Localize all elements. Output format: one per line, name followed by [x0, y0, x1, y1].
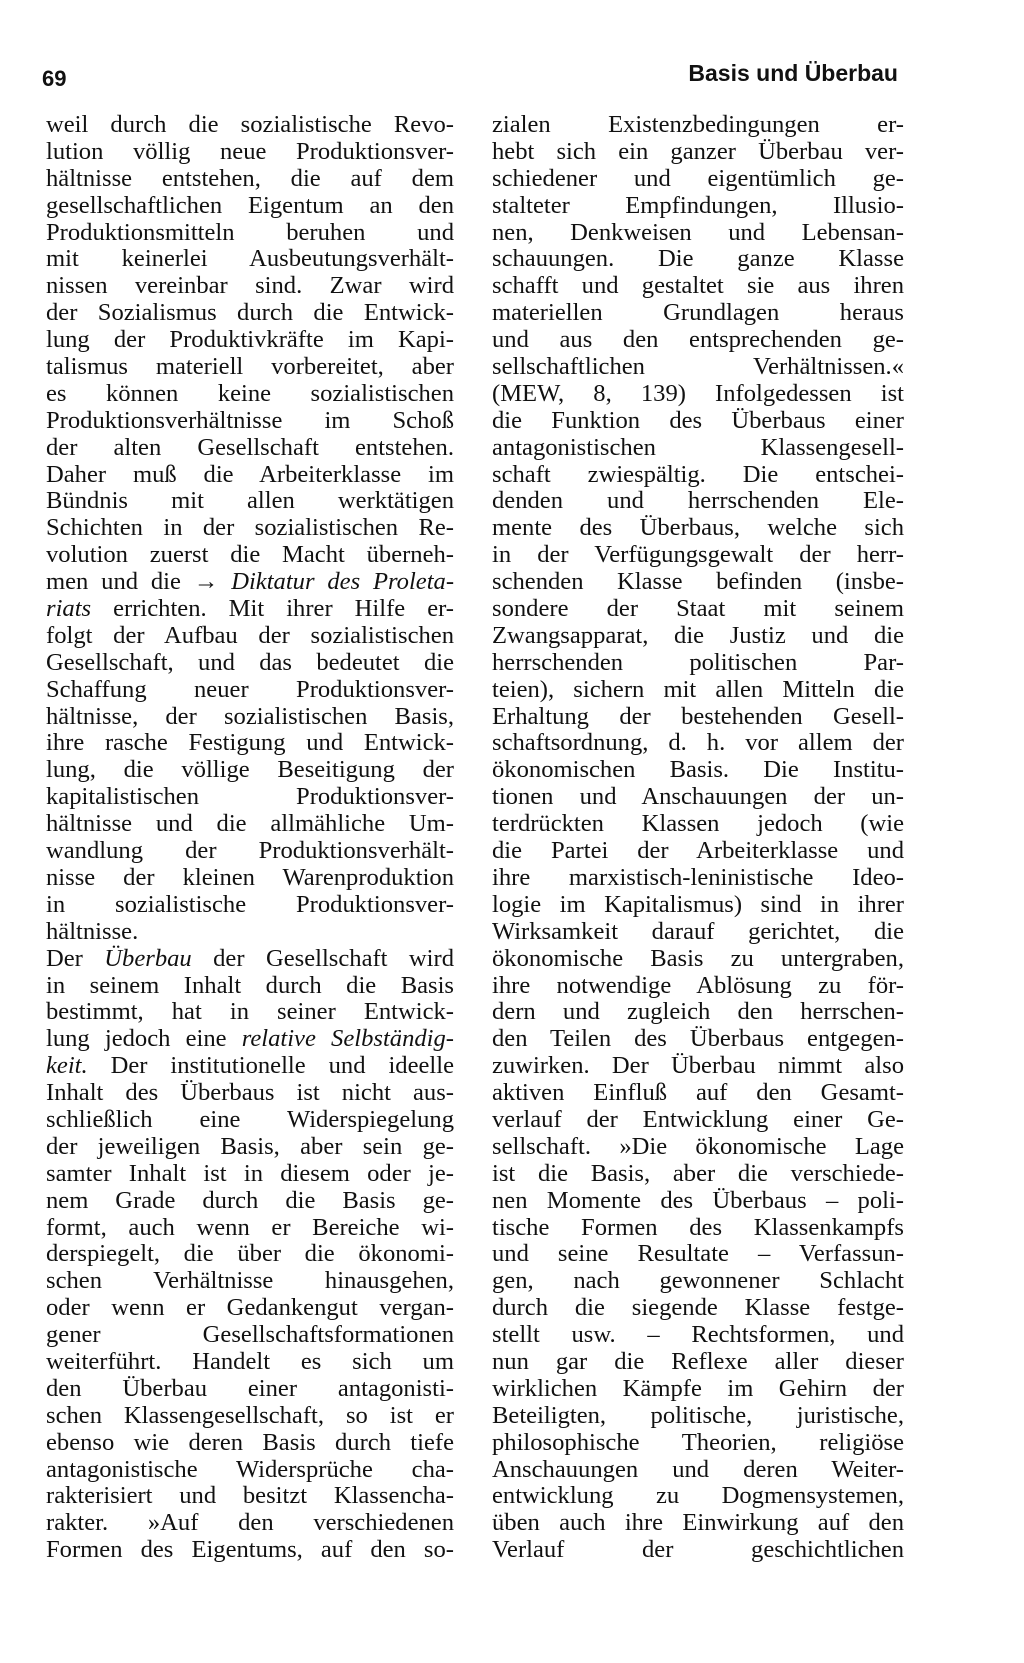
text-line: Formen des Eigentums, auf den so-: [46, 1536, 454, 1564]
text-line: logie im Kapitalismus) sind in ihrer: [492, 890, 904, 918]
text-line: lution völlig neue Produktionsver-: [46, 137, 454, 165]
text-line: Schichten in der sozialistischen Re-: [46, 514, 454, 542]
running-title: Basis und Überbau: [688, 60, 898, 86]
text-line: stalteter Empfindungen, Illusio-: [492, 191, 904, 219]
text-line: [46, 946, 454, 973]
text-line: terdrückten Klassen jedoch (wie: [492, 810, 904, 838]
text-line: denden und herrschenden Ele-: [492, 487, 904, 515]
text-line: verlauf der Entwicklung einer Ge-: [492, 1105, 904, 1133]
text-line: folgt der Aufbau der sozialistischen: [46, 621, 454, 649]
text-line: der jeweiligen Basis, aber sein ge-: [46, 1132, 454, 1160]
text-line: hältnisse und die allmähliche Um-: [46, 810, 454, 838]
text-line: formt, auch wenn er Bereiche wi-: [46, 1213, 454, 1241]
text-line: samter Inhalt ist in diesem oder je-: [46, 1159, 454, 1187]
text-line: entwicklung zu Dogmensystemen,: [492, 1482, 904, 1510]
text-line: wirklichen Kämpfe im Gehirn der: [492, 1374, 904, 1402]
text-line: mente des Überbaus, welche sich: [492, 514, 904, 542]
text-line: in sozialistische Produktionsver-: [46, 890, 454, 918]
text-line: dern und zugleich den herrschen-: [492, 998, 904, 1026]
text-line: und aus den entsprechenden ge-: [492, 326, 904, 354]
text-line: bestimmt, hat in seiner Entwick-: [46, 998, 454, 1026]
italic-term: relative Selbständig-: [241, 1025, 454, 1053]
page-header: [42, 58, 898, 90]
text-line: zialen Existenzbedingungen er-: [492, 111, 904, 138]
text-line: gen, nach gewonnener Schlacht: [492, 1267, 904, 1295]
text-line: den Teilen des Überbaus entgegen-: [492, 1025, 904, 1053]
text-line: Zwangsapparat, die Justiz und die: [492, 621, 904, 649]
text-line: nem Grade durch die Basis ge-: [46, 1186, 454, 1214]
text-line: hältnisse entstehen, die auf dem: [46, 164, 454, 192]
text-line: Erhaltung der bestehenden Gesell-: [492, 702, 904, 730]
text-line: stellt usw. – Rechtsformen, und: [492, 1321, 904, 1349]
text-line: und seine Resultate – Verfassun-: [492, 1240, 904, 1268]
text-line: Schaffung neuer Produktionsver-: [46, 675, 454, 703]
text-run: der Gesellschaft wird: [191, 944, 454, 972]
text-line: ihre marxistisch-leninistische Ideo-: [492, 863, 904, 891]
text-run: Der institutionelle und ideelle: [87, 1052, 454, 1080]
italic-term: keit.: [46, 1052, 88, 1080]
text-line: nun gar die Reflexe aller dieser: [492, 1347, 904, 1375]
text-line: mit keinerlei Ausbeutungsverhält-: [46, 245, 454, 273]
text-line: Produktionsverhältnisse im Schoß: [46, 406, 454, 434]
text-run: lung jedoch eine: [46, 1025, 242, 1053]
text-line: es können keine sozialistischen: [46, 379, 454, 407]
text-line: weiterführt. Handelt es sich um: [46, 1347, 454, 1375]
text-line: die Partei der Arbeiterklasse und: [492, 837, 904, 865]
text-line: ist die Basis, aber die verschiede-: [492, 1159, 904, 1187]
text-line: Verlauf der geschichtlichen: [492, 1536, 904, 1564]
text-line: derspiegelt, die über die ökonomi-: [46, 1240, 454, 1268]
text-line: üben auch ihre Einwirkung auf den: [492, 1509, 904, 1537]
text-line: oder wenn er Gedankengut vergan-: [46, 1294, 454, 1322]
text-line: herrschenden politischen Par-: [492, 648, 904, 676]
text-line: in seinem Inhalt durch die Basis: [46, 971, 454, 999]
text-line: in der Verfügungsgewalt der herr-: [492, 541, 904, 569]
text-line: gesellschaftlichen Eigentum an den: [46, 191, 454, 219]
text-line: nen, Denkweisen und Lebensan-: [492, 218, 904, 246]
text-line: schauungen. Die ganze Klasse: [492, 245, 904, 273]
text-line: ihre rasche Festigung und Entwick-: [46, 729, 454, 757]
text-line: volution zuerst die Macht überneh-: [46, 541, 454, 569]
text-line: tionen und Anschauungen der un-: [492, 783, 904, 811]
text-line: teien), sichern mit allen Mitteln die: [492, 675, 904, 703]
text-line: nisse der kleinen Warenproduktion: [46, 863, 454, 891]
text-line: hältnisse, der sozialistischen Basis,: [46, 702, 454, 730]
text-line: Anschauungen und deren Weiter-: [492, 1455, 904, 1483]
text-line: Daher muß die Arbeiterklasse im: [46, 460, 454, 488]
text-line: sondere der Staat mit seinem: [492, 595, 904, 623]
text-line: der alten Gesellschaft entstehen.: [46, 433, 454, 461]
text-line: durch die siegende Klasse festge-: [492, 1294, 904, 1322]
right-text-column: [492, 112, 904, 1564]
text-line: zuwirken. Der Überbau nimmt also: [492, 1052, 904, 1080]
left-text-column: [46, 112, 454, 1564]
text-line: [46, 596, 454, 623]
text-line: Produktionsmitteln beruhen und: [46, 218, 454, 246]
text-line: hältnisse.: [46, 917, 139, 945]
text-line: die Funktion des Überbaus einer: [492, 406, 904, 434]
text-line: rakter. »Auf den verschiedenen: [46, 1509, 454, 1537]
text-run: errichten. Mit ihrer Hilfe er-: [91, 595, 454, 623]
text-run: Der: [46, 944, 105, 972]
text-line: schaftsordnung, d. h. vor allem der: [492, 729, 904, 757]
text-line: schen Verhältnisse hinausgehen,: [46, 1267, 454, 1295]
text-line: (MEW, 8, 139) Infolgedessen ist: [492, 379, 904, 407]
text-line: philosophische Theorien, religiöse: [492, 1428, 904, 1456]
text-line: Beteiligten, politische, juristische,: [492, 1401, 904, 1429]
italic-term: Diktatur des Proleta-: [231, 568, 455, 596]
text-line: [46, 1026, 454, 1053]
text-line: Gesellschaft, und das bedeutet die: [46, 648, 454, 676]
text-line: wandlung der Produktionsverhält-: [46, 837, 454, 865]
text-line: ihre notwendige Ablösung zu för-: [492, 971, 904, 999]
page-number: 69: [42, 66, 67, 91]
text-line: den Überbau einer antagonisti-: [46, 1374, 454, 1402]
text-line: weil durch die sozialistische Revo-: [46, 111, 454, 138]
text-line: Bündnis mit allen werktätigen: [46, 487, 454, 515]
text-line: schen Klassengesellschaft, so ist er: [46, 1401, 454, 1429]
text-line: ebenso wie deren Basis durch tiefe: [46, 1428, 454, 1456]
text-line: materiellen Grundlagen heraus: [492, 299, 904, 327]
text-run: men und die →: [46, 568, 232, 596]
text-line: antagonistischen Klassengesell-: [492, 433, 904, 461]
italic-term: Überbau: [104, 944, 192, 972]
text-line: nen Momente des Überbaus – poli-: [492, 1186, 904, 1214]
text-line: schaft zwiespältig. Die entschei-: [492, 460, 904, 488]
text-line: sellschaftlichen Verhältnissen.«: [492, 353, 904, 381]
text-line: der Sozialismus durch die Entwick-: [46, 299, 454, 327]
text-line: Wirksamkeit darauf gerichtet, die: [492, 917, 904, 945]
text-line: schenden Klasse befinden (insbe-: [492, 568, 904, 596]
text-line: Inhalt des Überbaus ist nicht aus-: [46, 1079, 454, 1107]
text-line: [46, 569, 454, 596]
text-line: lung der Produktivkräfte im Kapi-: [46, 326, 454, 354]
text-line: talismus materiell vorbereitet, aber: [46, 353, 454, 381]
text-line: antagonistische Widersprüche cha-: [46, 1455, 454, 1483]
text-line: nissen vereinbar sind. Zwar wird: [46, 272, 454, 300]
text-line: hebt sich ein ganzer Überbau ver-: [492, 137, 904, 165]
text-line: rakterisiert und besitzt Klassencha-: [46, 1482, 454, 1510]
text-line: sellschaft. »Die ökonomische Lage: [492, 1132, 904, 1160]
text-line: lung, die völlige Beseitigung der: [46, 756, 454, 784]
text-line: tische Formen des Klassenkampfs: [492, 1213, 904, 1241]
text-line: kapitalistischen Produktionsver-: [46, 783, 454, 811]
text-line: schiedener und eigentümlich ge-: [492, 164, 904, 192]
text-line: gener Gesellschaftsformationen: [46, 1321, 454, 1349]
italic-term: riats: [46, 595, 92, 623]
text-line: aktiven Einfluß auf den Gesamt-: [492, 1079, 904, 1107]
text-line: [46, 1053, 454, 1080]
text-line: schließlich eine Widerspiegelung: [46, 1105, 454, 1133]
text-line: ökonomischen Basis. Die Institu-: [492, 756, 904, 784]
text-line: ökonomische Basis zu untergraben,: [492, 944, 904, 972]
text-line: schafft und gestaltet sie aus ihren: [492, 272, 904, 300]
